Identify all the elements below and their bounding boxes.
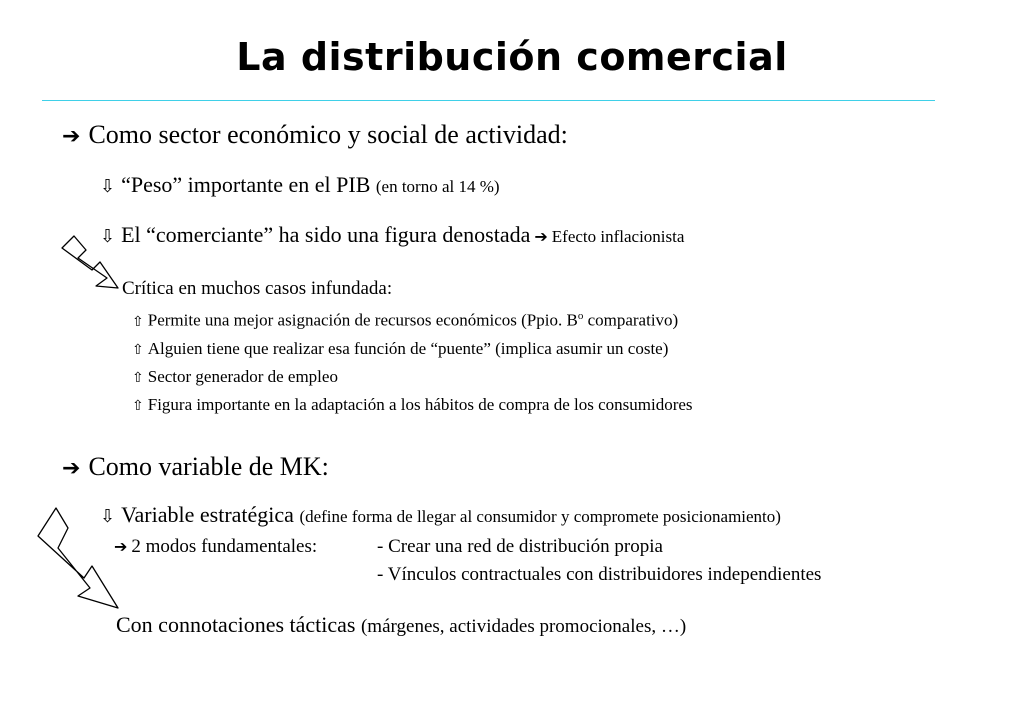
- modo-option-2: - Vínculos contractuales con distribuidores independientes: [377, 564, 822, 585]
- hollow-up-arrow-icon: ⇧: [132, 342, 144, 358]
- page-title: La distribución comercial: [236, 35, 788, 79]
- tacticas-row: [116, 614, 686, 636]
- estrategica-row: [100, 504, 781, 526]
- critica-row: [122, 279, 392, 298]
- bold-arrow-icon: ➔: [62, 456, 81, 481]
- critica-item: [132, 368, 338, 385]
- hollow-down-arrow-icon: ⇩: [100, 176, 116, 197]
- hollow-up-arrow-icon: ⇧: [132, 313, 144, 330]
- critica-item: [132, 340, 668, 357]
- modos-label: 2 modos fundamentales:: [131, 536, 318, 557]
- tacticas-note: (márgenes, actividades promocionales, …): [360, 616, 687, 637]
- critica-item-sup: o: [577, 310, 584, 322]
- comerciante-text: El “comerciante” ha sido una figura denostada: [121, 222, 531, 247]
- hollow-up-arrow-icon: ⇧: [132, 370, 144, 386]
- estrategica-note: (define forma de llegar al consumidor y compromete posicionamiento): [299, 507, 781, 526]
- section2-heading: Como variable de MK:: [88, 452, 329, 481]
- critica-item: [132, 396, 693, 413]
- peso-note: (en torno al 14 %): [375, 177, 500, 196]
- estrategica-text: Variable estratégica: [121, 502, 294, 527]
- critica-colon: :: [386, 278, 393, 299]
- bold-arrow-icon: ➔: [62, 124, 81, 149]
- hollow-down-arrow-icon: ⇩: [100, 506, 116, 527]
- modos-row: [114, 537, 317, 556]
- tacticas-text: Con connotaciones tácticas: [116, 612, 356, 637]
- critica-item-text-end: comparativo): [583, 310, 679, 330]
- critica-item-text: Alguien tiene que realizar esa función de “puente” (implica asumir un coste): [147, 339, 669, 358]
- section2-heading-row: [62, 454, 329, 480]
- efecto-inflacionista: Efecto inflacionista: [551, 227, 685, 246]
- section1-heading: Como sector económico y social de actividad:: [88, 120, 568, 149]
- critica-item-text: Permite una mejor asignación de recursos económicos (Ppio. B: [147, 310, 578, 330]
- hollow-up-arrow-icon: ⇧: [132, 398, 144, 414]
- critica-item-text: Sector generador de empleo: [147, 367, 338, 386]
- right-arrow-icon: ➔: [114, 537, 128, 556]
- critica-label: Crítica en muchos casos infundada: [122, 278, 387, 299]
- bent-arrow-1: [62, 236, 118, 288]
- right-arrow-icon: ➔: [534, 227, 548, 246]
- peso-text: “Peso” importante en el PIB: [121, 172, 371, 197]
- hollow-down-arrow-icon: ⇩: [100, 226, 116, 247]
- modo-option-1: - Crear una red de distribución propia: [377, 536, 663, 557]
- critica-item: [132, 311, 678, 329]
- critica-item-text: Figura importante en la adaptación a los hábitos de compra de los consumidores: [147, 395, 693, 414]
